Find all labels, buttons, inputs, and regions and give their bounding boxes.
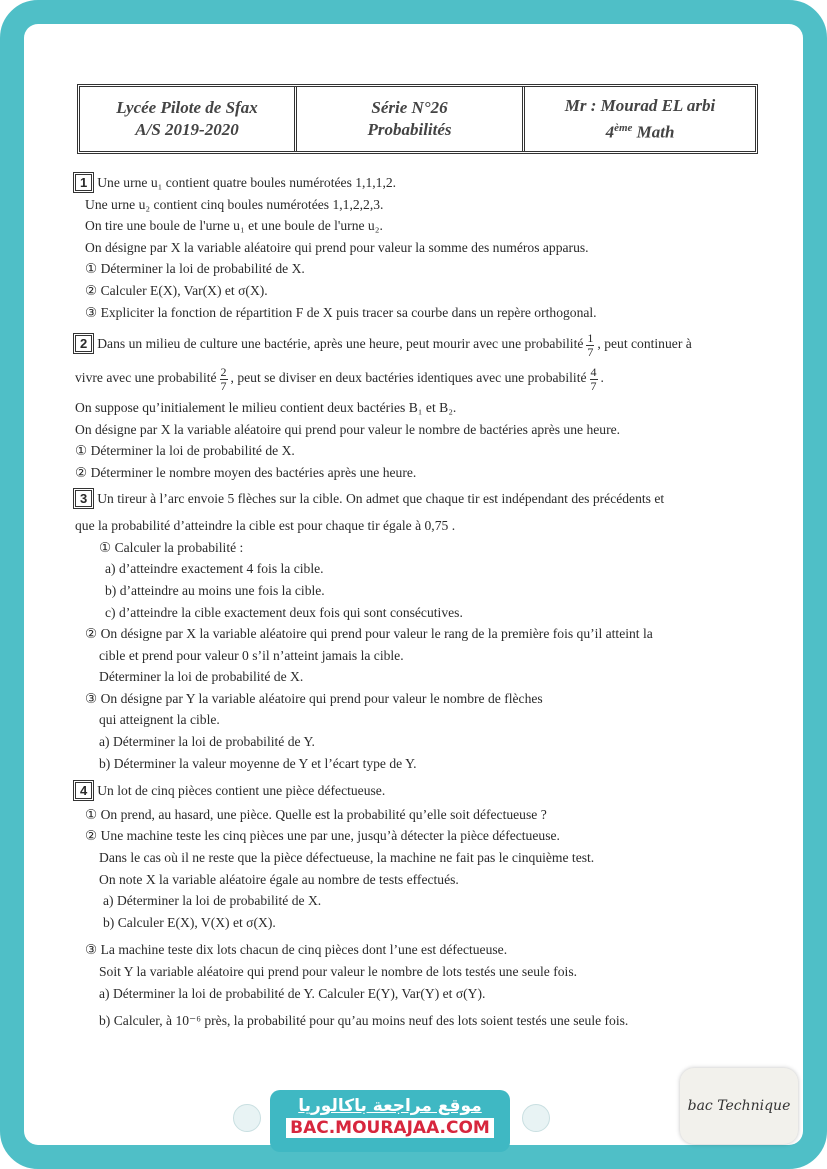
ex1-question-3: ③ Expliciter la fonction de répartition F de X puis tracer sa courbe dans un repère orthogonal. bbox=[85, 304, 597, 320]
ex3-question-1b: b) d’atteindre au moins une fois la cible. bbox=[105, 582, 325, 598]
ex4-number: 4 bbox=[75, 782, 92, 799]
ex4-question-3c: a) Déterminer la loi de probabilité de Y. Calculer E(Y), Var(Y) et σ(Y). bbox=[99, 985, 486, 1001]
footer-site-banner[interactable] bbox=[270, 1090, 510, 1152]
fraction-2-7: $\frac{2}{7}$ bbox=[220, 364, 227, 393]
class-level: 4ème Math bbox=[605, 121, 675, 142]
ex4-line-1: 4 Un lot de cinq pièces contient une pièce défectueuse. bbox=[75, 780, 790, 802]
ex2-question-2: ② Déterminer le nombre moyen des bactéries après une heure. bbox=[75, 464, 417, 480]
ex3-question-2b: cible et prend pour valeur 0 s’il n’atteint jamais la cible. bbox=[99, 647, 404, 663]
ex3-line-1: 3 Un tireur à l’arc envoie 5 flèches sur la cible. On admet que chaque tir est indépendant des précédents et bbox=[75, 488, 790, 510]
ex2-line-2: vivre avec une probabilité $\frac{2}{7}$ , peut se diviser en deux bactéries identiques avec une probabilité $\frac{4}{7}$ . bbox=[75, 364, 604, 393]
ex1-line-3: On tire une boule de l'urne u₁ et une boule de l'urne u₂. bbox=[85, 218, 383, 234]
ex2-line-1: 2 Dans un milieu de culture une bactérie, après une heure, peut mourir avec une probabilité $\frac{1}{7}$ , peut continuer à bbox=[75, 329, 790, 359]
bac-technique-badge: bac Technique bbox=[680, 1068, 798, 1144]
ex4-question-2c: On note X la variable aléatoire égale au nombre de tests effectués. bbox=[99, 871, 459, 887]
ex3-question-3b: qui atteignent la cible. bbox=[99, 712, 220, 728]
header-teacher-cell bbox=[522, 87, 755, 151]
header-school-cell bbox=[80, 87, 294, 151]
site-logo-left-icon bbox=[233, 1104, 261, 1132]
ex1-line-1: 1 Une urne u₁ contient quatre boules numérotées 1,1,1,2. bbox=[75, 172, 790, 194]
ex4-question-1: ① On prend, au hasard, une pièce. Quelle est la probabilité qu’elle soit défectueuse ? bbox=[85, 806, 547, 822]
header-table bbox=[77, 84, 758, 154]
ex3-question-2: ② On désigne par X la variable aléatoire qui prend pour valeur le rang de la première fois qu’il atteint la bbox=[85, 626, 653, 642]
fraction-4-7: $\frac{4}{7}$ bbox=[590, 364, 597, 393]
ex3-question-3a: a) Déterminer la loi de probabilité de Y. bbox=[99, 734, 315, 750]
subject-title: Probabilités bbox=[367, 120, 452, 139]
ex3-question-1c: c) d’atteindre la cible exactement deux fois qui sont consécutives. bbox=[105, 604, 463, 620]
series-title: Série N°26 bbox=[371, 98, 448, 117]
ex4-question-3b: Soit Y la variable aléatoire qui prend pour valeur le nombre de lots testés une seule fois. bbox=[99, 964, 578, 979]
ex1-question-1: ① Déterminer la loi de probabilité de X. bbox=[85, 261, 305, 277]
ex2-question-1: ① Déterminer la loi de probabilité de X. bbox=[75, 443, 295, 459]
site-logo-right-icon bbox=[522, 1104, 550, 1132]
school-name: Lycée Pilote de Sfax bbox=[116, 98, 258, 117]
ex1-line-4: On désigne par X la variable aléatoire qui prend pour valeur la somme des numéros apparus. bbox=[85, 239, 589, 255]
exercise-content bbox=[75, 172, 790, 1032]
ex3-line-2: que la probabilité d’atteindre la cible est pour chaque tir égale à 0,75 . bbox=[75, 518, 456, 534]
ex1-question-2: ② Calculer E(X), Var(X) et σ(X). bbox=[85, 282, 268, 298]
ex4-question-2: ② Une machine teste les cinq pièces une par une, jusqu’à détecter la pièce défectueuse. bbox=[85, 828, 560, 844]
ex2-line-3: On suppose qu’initialement le milieu contient deux bactéries B₁ et B₂. bbox=[75, 400, 457, 416]
fraction-1-7: $\frac{1}{7}$ bbox=[587, 330, 594, 359]
school-year: A/S 2019-2020 bbox=[135, 120, 239, 139]
ex4-question-3: ③ La machine teste dix lots chacun de cinq pièces dont l’une est défectueuse. bbox=[85, 942, 508, 958]
teacher-name: Mr : Mourad EL arbi bbox=[564, 95, 716, 115]
ex4-question-2d: a) Déterminer la loi de probabilité de X. bbox=[103, 893, 322, 909]
ex1-number: 1 bbox=[75, 174, 92, 191]
ex3-number: 3 bbox=[75, 490, 92, 507]
ex2-number: 2 bbox=[75, 335, 92, 352]
footer-arabic-title: موقع مراجعة باكالوريا bbox=[298, 1096, 482, 1116]
ex2-line-4: On désigne par X la variable aléatoire qui prend pour valeur le nombre de bactéries après une heure. bbox=[75, 421, 621, 437]
ex4-question-2e: b) Calculer E(X), V(X) et σ(X). bbox=[103, 914, 276, 930]
ex4-question-2b: Dans le cas où il ne reste que la pièce défectueuse, la machine ne fait pas le cinquième test. bbox=[99, 850, 595, 866]
ex3-question-3: ③ On désigne par Y la variable aléatoire qui prend pour valeur le nombre de flèches bbox=[85, 690, 543, 706]
ex1-line-2: Une urne u₂ contient cinq boules numérotées 1,1,2,2,3. bbox=[85, 196, 384, 212]
ex3-question-1a: a) d’atteindre exactement 4 fois la cible. bbox=[105, 561, 324, 577]
ex4-question-3d: b) Calculer, à 10⁻⁶ près, la probabilité pour qu’au moins neuf des lots soient testés une seule fois. bbox=[99, 1013, 629, 1029]
ex3-question-2c: Déterminer la loi de probabilité de X. bbox=[99, 669, 304, 685]
header-series-cell bbox=[294, 87, 522, 151]
ex3-question-1: ① Calculer la probabilité : bbox=[99, 539, 244, 555]
footer-site-url[interactable]: BAC.MOURAJAA.COM bbox=[286, 1118, 494, 1138]
ex3-question-3c: b) Déterminer la valeur moyenne de Y et l’écart type de Y. bbox=[99, 755, 417, 771]
